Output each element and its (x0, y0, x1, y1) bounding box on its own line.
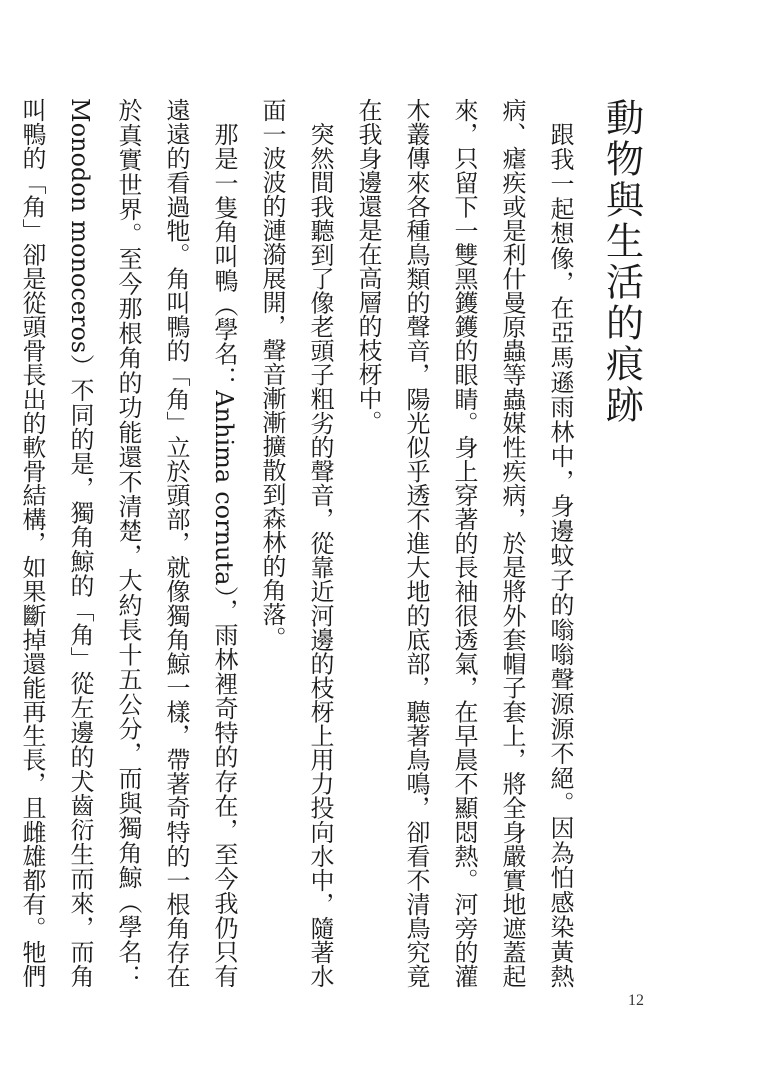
paragraph-3: 那是一隻角叫鴨（學名：Anhima cornuta），雨林裡奇特的存在，至今我仍只有遠遠的看過牠。角叫鴨的「角」立於頭部，就像獨角鯨一樣，帶著奇特的一根角存在於真實世界。至今那根角的功能還不清楚，大約長十五公分，而與獨角鯨（學名：Monodon monoceros）不同的是，獨角鯨的「角」從左邊的犬齒衍生而來，而角叫鴨的「角」卻是從頭骨長出的軟骨結構，如果斷掉還能再生長，且雌雄都有。牠們 (18, 98, 238, 988)
paragraph-2: 突然間我聽到了像老頭子粗劣的聲音，從靠近河邊的枝枒上用力投向水中，隨著水面一波波的漣漪展開，聲音漸漸擴散到森林的角落。 (258, 98, 334, 988)
paragraph-1: 跟我一起想像，在亞馬遜雨林中，身邊蚊子的嗡嗡聲源源不絕。因為怕感染黃熱病、瘧疾或是利什曼原蟲等蟲媒性疾病，於是將外套帽子套上，將全身嚴實地遮蓋起來，只留下一雙黑鑊鑊的眼睛。身上穿著的長袖很透氣，在早晨不顯悶熱。河旁的灌木叢傳來各種鳥類的聲音，陽光似乎透不進大地的底部，聽著鳥鳴，卻看不清鳥究竟在我身邊還是在高層的枝枒中。 (354, 98, 574, 988)
body-text (18, 98, 584, 988)
page-number: 12 (628, 992, 644, 1009)
chapter-title: 動物與生活的痕跡 (599, 98, 644, 426)
